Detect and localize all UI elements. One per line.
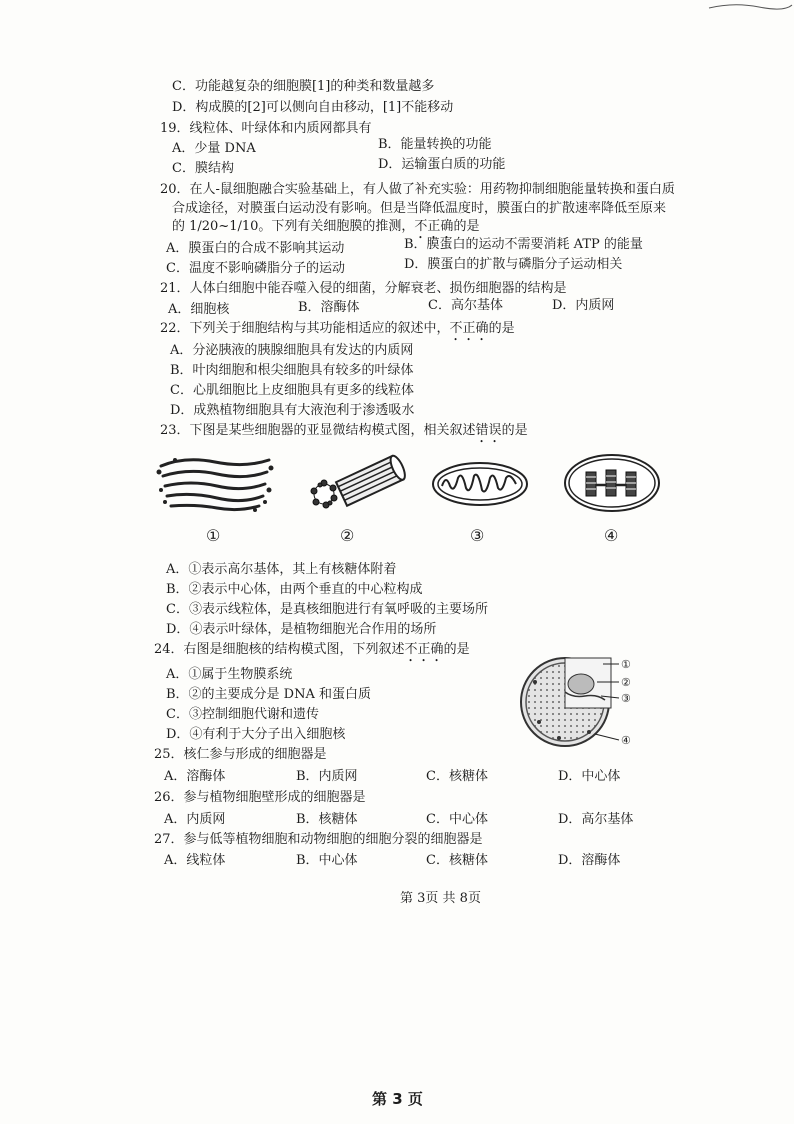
q20-stem-line2: 合成途径，对膜蛋白运动没有影响。但是当降低温度时，膜蛋白的扩散速率降低至原来	[172, 201, 667, 216]
q22-option-d: D．成熟植物细胞具有大液泡利于渗透吸水	[170, 403, 415, 418]
q26-option-c: C．中心体	[426, 812, 488, 827]
q22-option-a: A．分泌胰液的胰腺细胞具有发达的内质网	[170, 343, 414, 358]
q24-option-d: D．④有利于大分子出入细胞核	[166, 727, 346, 742]
q22-stem-text: 22．下列关于细胞结构与其功能相适应的叙述中，	[160, 321, 450, 336]
q24-stem	[154, 641, 470, 665]
q27-option-d: D．溶酶体	[558, 853, 621, 868]
q24-emphasis: 不正确	[404, 642, 444, 657]
nucleus-label-2: ②	[621, 676, 631, 689]
q26-option-d: D．高尔基体	[558, 812, 634, 827]
q27-option-a: A．线粒体	[164, 853, 226, 868]
q26-option-a: A．内质网	[164, 812, 226, 827]
q20-emphasis: 不正确	[414, 219, 454, 234]
figure-label-4: ④	[604, 526, 619, 545]
page-number: 第 3 页	[372, 1090, 423, 1108]
q19-option-d: D．运输蛋白质的功能	[378, 157, 506, 172]
nucleus-label-1: ①	[621, 658, 631, 671]
q23-emphasis: 错误	[475, 423, 502, 438]
chloroplast-figure	[562, 452, 662, 514]
mitochondrion-figure	[430, 460, 530, 508]
q25-option-c: C．核糖体	[426, 769, 488, 784]
q21-option-c: C．高尔基体	[428, 298, 503, 313]
q18-option-d: D．构成膜的[2]可以侧向自由移动，[1]不能移动	[172, 100, 454, 115]
q20-stem-text: 的 1/20~1/10。下列有关细胞膜的推测，	[172, 219, 415, 234]
q24-option-a: A．①属于生物膜系统	[166, 667, 293, 682]
q24-option-c: C．③控制细胞代谢和遗传	[166, 707, 319, 722]
q22-stem-end: 的是	[488, 321, 515, 336]
q21-stem: 21．人体白细胞中能吞噬入侵的细菌，分解衰老、损伤细胞器的结构是	[160, 281, 567, 296]
q27-stem: 27．参与低等植物细胞和动物细胞的细胞分裂的细胞器是	[154, 832, 483, 847]
q23-stem-text: 23．下图是某些细胞器的亚显微结构模式图，相关叙述	[160, 423, 476, 438]
q20-option-b: B．膜蛋白的运动不需要消耗 ATP 的能量	[404, 237, 643, 252]
q25-stem: 25．核仁参与形成的细胞器是	[154, 747, 327, 762]
q20-option-d: D．膜蛋白的扩散与磷脂分子运动相关	[404, 257, 623, 272]
scan-mark	[704, 0, 794, 14]
figure-label-2: ②	[340, 526, 355, 545]
nucleus-label-3: ③	[621, 692, 631, 705]
q20-stem-end: 的是	[453, 219, 480, 234]
q23-option-c: C．③表示线粒体，是真核细胞进行有氧呼吸的主要场所	[166, 602, 488, 617]
figure-label-3: ③	[470, 526, 485, 545]
q24-option-b: B．②的主要成分是 DNA 和蛋白质	[166, 687, 372, 702]
q19-option-b: B．能量转换的功能	[378, 137, 492, 152]
q23-stem	[160, 422, 528, 446]
q18-option-c: C．功能越复杂的细胞膜[1]的种类和数量越多	[172, 79, 435, 94]
q23-option-d: D．④表示叶绿体，是植物细胞光合作用的场所	[166, 622, 437, 637]
q20-option-a: A．膜蛋白的合成不影响其运动	[166, 241, 345, 256]
q20-stem-line1: 20．在人-鼠细胞融合实验基础上，有人做了补充实验：用药物抑制细胞能量转换和蛋白质	[160, 182, 675, 197]
q25-option-d: D．中心体	[558, 769, 621, 784]
q23-stem-end: 的是	[501, 423, 528, 438]
q25-option-b: B．内质网	[296, 769, 358, 784]
golgi-figure	[155, 452, 275, 514]
q26-option-b: B．核糖体	[296, 812, 358, 827]
nucleus-figure	[515, 652, 620, 748]
q23-option-b: B．②表示中心体，由两个垂直的中心粒构成	[166, 582, 423, 597]
q25-option-a: A．溶酶体	[164, 769, 226, 784]
q27-option-b: B．中心体	[296, 853, 358, 868]
q22-emphasis: 不正确	[449, 321, 489, 336]
q24-stem-text: 24．右图是细胞核的结构模式图，下列叙述	[154, 642, 405, 657]
figure-label-1: ①	[206, 526, 221, 545]
q21-option-b: B．溶酶体	[298, 300, 360, 315]
q27-option-c: C．核糖体	[426, 853, 488, 868]
q22-option-c: C．心肌细胞比上皮细胞具有更多的线粒体	[170, 383, 414, 398]
q26-stem: 26．参与植物细胞壁形成的细胞器是	[154, 790, 366, 805]
q21-option-a: A．细胞核	[168, 302, 230, 317]
q21-option-d: D．内质网	[552, 298, 615, 313]
q24-stem-end: 的是	[443, 642, 470, 657]
q22-stem	[160, 320, 515, 344]
q23-option-a: A．①表示高尔基体，其上有核糖体附着	[166, 562, 397, 577]
centrosome-figure	[300, 454, 410, 518]
q22-option-b: B．叶肉细胞和根尖细胞具有较多的叶绿体	[170, 363, 414, 378]
q19-option-a: A．少量 DNA	[172, 141, 256, 156]
page-footer: 第 3页 共 8页	[400, 891, 481, 906]
q19-option-c: C．膜结构	[172, 161, 234, 176]
nucleus-label-4: ④	[621, 734, 631, 747]
q20-option-c: C．温度不影响磷脂分子的运动	[166, 261, 345, 276]
q19-stem: 19．线粒体、叶绿体和内质网都具有	[160, 121, 372, 136]
